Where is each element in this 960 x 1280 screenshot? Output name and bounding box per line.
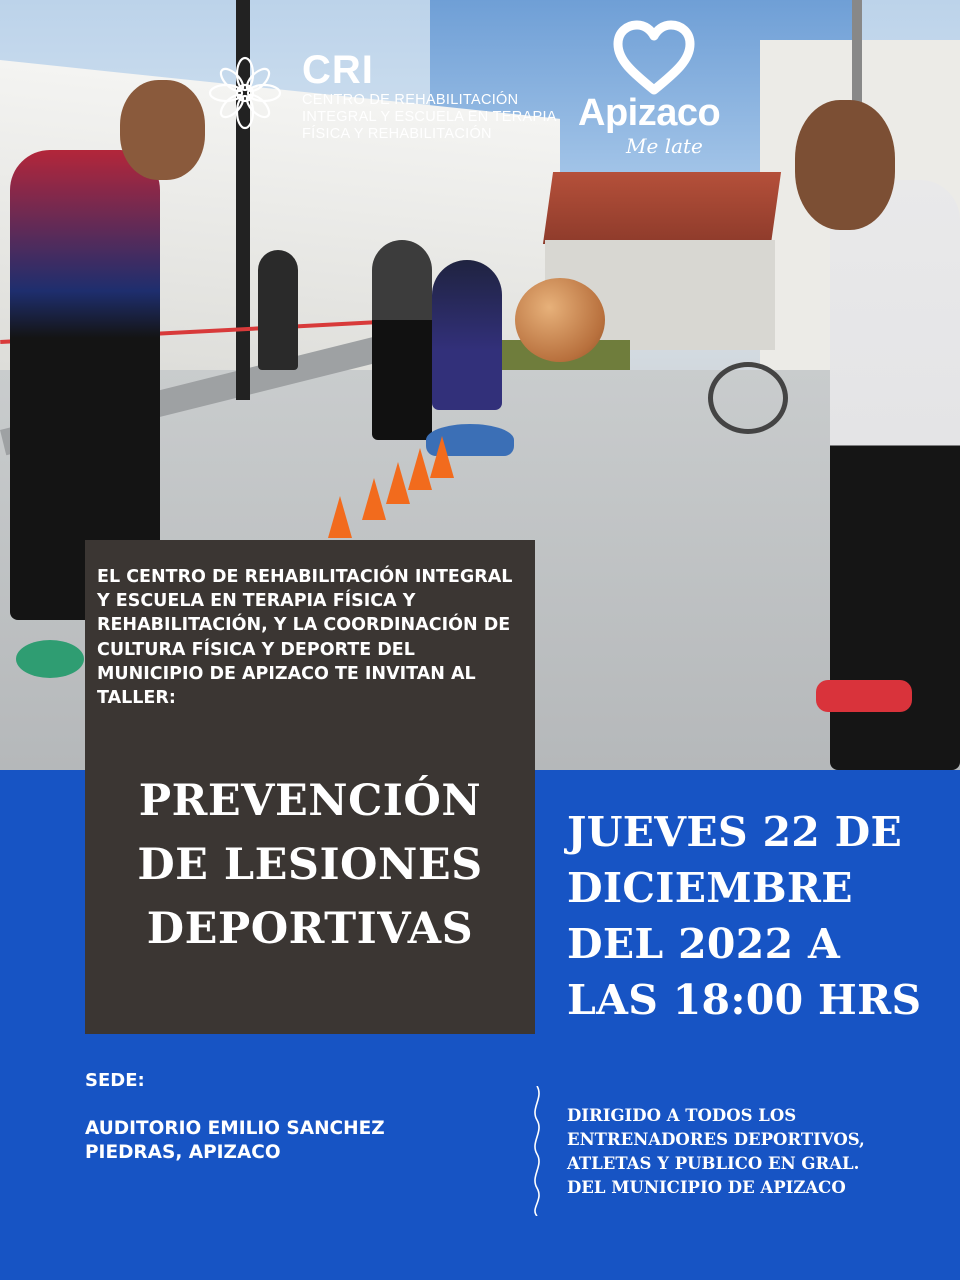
trainer-right-head: [795, 100, 895, 230]
balance-disk: [16, 640, 84, 678]
workshop-title-line: DEPORTIVAS: [146, 904, 474, 954]
audience-line: ATLETAS Y PUBLICO EN GRAL.: [567, 1154, 860, 1173]
person-kicking: [372, 240, 432, 440]
venue-line: AUDITORIO EMILIO SANCHEZ: [85, 1118, 385, 1139]
workshop-title-line: PREVENCIÓN: [138, 776, 482, 826]
cri-subtitle-line: INTEGRAL Y ESCUELA EN TERAPIA: [302, 109, 557, 125]
apizaco-logo-tagline: Me late: [626, 134, 703, 158]
cri-subtitle-line: FÍSICA Y REHABILITACIÓN: [302, 126, 492, 142]
cri-logo-title: CRI: [302, 48, 374, 92]
intro-text: EL CENTRO DE REHABILITACIÓN INTEGRAL Y ESCUELA EN TERAPIA FÍSICA Y REHABILITACIÓN, Y LA COORDINACIÓN DE CULTURA FÍSICA Y DEPORTE DEL MUNICIPIO DE APIZACO TE INVITAN AL TALLER:: [97, 567, 513, 709]
person-background: [258, 250, 298, 370]
event-date-line: DEL 2022 A: [567, 920, 841, 968]
apizaco-heart-logo-icon: [612, 20, 696, 96]
red-roof: [543, 172, 781, 244]
audience-line: ENTRENADORES DEPORTIVOS,: [567, 1130, 865, 1149]
training-cone: [430, 436, 454, 478]
athlete-left-head: [120, 80, 205, 180]
apizaco-logo-name: Apizaco: [578, 92, 721, 134]
person-boxing: [432, 260, 502, 410]
training-cone: [408, 448, 432, 490]
soccer-ball: [515, 278, 605, 362]
cri-subtitle-line: CENTRO DE REHABILITACIÓN: [302, 92, 519, 108]
wheelchair-wheel: [708, 362, 788, 434]
cri-flower-logo-icon: [206, 54, 284, 132]
training-cone: [386, 462, 410, 504]
training-cone: [328, 496, 352, 538]
squiggle-divider: [528, 1086, 546, 1216]
event-date-line: DICIEMBRE: [567, 864, 853, 912]
audience-line: DEL MUNICIPIO DE APIZACO: [567, 1178, 846, 1197]
venue-line: PIEDRAS, APIZACO: [85, 1142, 281, 1163]
workshop-title-line: DE LESIONES: [137, 840, 483, 890]
red-shoe: [816, 680, 912, 712]
venue-label: SEDE:: [85, 1070, 145, 1091]
event-date-line: JUEVES 22 DE: [567, 808, 903, 856]
event-date-line: LAS 18:00 HRS: [567, 976, 922, 1024]
training-cone: [362, 478, 386, 520]
audience-line: DIRIGIDO A TODOS LOS: [567, 1106, 797, 1125]
